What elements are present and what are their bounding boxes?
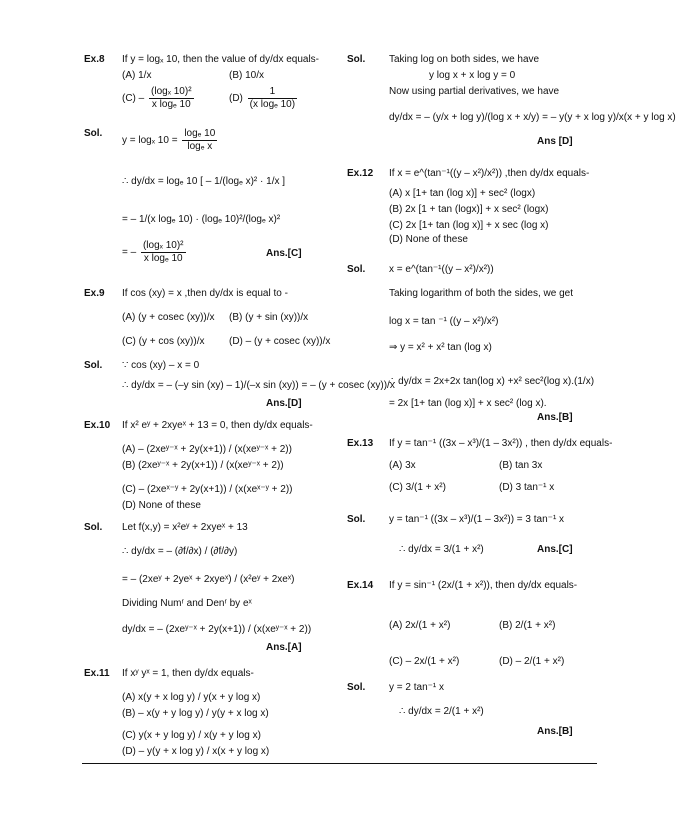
ex13-label: Ex.13	[347, 438, 374, 449]
ex8-sol-l4-fraction	[141, 240, 186, 265]
ex10-question: If x² eʸ + 2xyeˣ + 13 = 0, then dy/dx equals-	[122, 420, 313, 431]
ex10-option-a: (A) – (2xeʸ⁻ˣ + 2y(x+1)) / (x(xeʸ⁻ˣ + 2))	[122, 444, 292, 455]
ex10-sol-l1: Let f(x,y) = x²eʸ + 2xyeˣ + 13	[122, 522, 248, 533]
ex12-answer: Ans.[B]	[537, 412, 573, 423]
sol11-label: Sol.	[347, 54, 366, 65]
ex9-answer: Ans.[D]	[266, 398, 302, 409]
ex8-option-d-num: 1	[248, 86, 297, 99]
ex12-sol-l4: ⇒ y = x² + x² tan (log x)	[389, 342, 492, 353]
sol11-l1: Taking log on both sides, we have	[389, 54, 540, 65]
ex14-option-c: (C) – 2x/(1 + x²)	[389, 656, 460, 667]
ex14-sol-l1: y = 2 tan⁻¹ x	[389, 682, 445, 693]
ex11-option-b: (B) – x(y + y log y) / y(y + x log x)	[122, 708, 269, 719]
ex8-option-d-den: (x logₑ 10)	[249, 99, 296, 110]
ex11-option-a: (A) x(y + x log y) / y(x + y log x)	[122, 692, 261, 703]
ex10-option-b: (B) (2xeʸ⁻ˣ + 2y(x+1)) / (x(xeʸ⁻ˣ + 2))	[122, 460, 284, 471]
ex8-sol-l4-den: x logₑ 10	[143, 253, 183, 264]
ex9-label: Ex.9	[84, 288, 105, 299]
ex8-option-c-den: x logₑ 10	[151, 99, 191, 110]
ex8-sol-l1-fraction	[182, 128, 217, 153]
ex12-label: Ex.12	[347, 168, 374, 179]
ex10-sol-label: Sol.	[84, 522, 103, 533]
ex13-question: If y = tan⁻¹ ((3x – x³)/(1 – 3x²)) , then dy/dx equals-	[389, 438, 613, 449]
ex8-label: Ex.8	[84, 54, 105, 65]
ex13-answer: Ans.[C]	[537, 544, 573, 555]
ex12-option-c: (C) 2x [1+ tan (log x)] + x sec (log x)	[389, 220, 549, 231]
ex13-sol-l2: ∴ dy/dx = 3/(1 + x²)	[399, 544, 484, 555]
sol11-l4: dy/dx = – (y/x + log y)/(log x + x/y) = – y(y + x log y)/x(x + y log x)	[389, 112, 676, 123]
ex8-sol-l4-prefix: = –	[122, 247, 137, 259]
ex11-question: If xʸ yˣ = 1, then dy/dx equals-	[122, 668, 254, 679]
ex14-question: If y = sin⁻¹ (2x/(1 + x²)), then dy/dx equals-	[389, 580, 578, 591]
ex8-answer: Ans.[C]	[266, 248, 302, 259]
ex14-option-b: (B) 2/(1 + x²)	[499, 620, 556, 631]
ex8-option-c-fraction	[149, 86, 194, 111]
ex8-sol-l4-num: (logₓ 10)²	[142, 240, 184, 251]
ex14-option-d: (D) – 2/(1 + x²)	[499, 656, 565, 667]
ex8-question: If y = logₓ 10, then the value of dy/dx equals-	[122, 54, 320, 65]
ex14-label: Ex.14	[347, 580, 374, 591]
ex9-option-a: (A) (y + cosec (xy))/x	[122, 312, 215, 323]
ex8-option-d-prefix: (D)	[229, 93, 243, 105]
ex9-sol-label: Sol.	[84, 360, 103, 371]
ex12-question: If x = e^(tan⁻¹((y – x²)/x²)) ,then dy/dx equals-	[389, 168, 590, 179]
ex8-option-c-num: (logₓ 10)²	[151, 86, 192, 97]
ex10-option-d: (D) None of these	[122, 500, 201, 511]
ex8-sol-l1-num: logₑ 10	[184, 128, 216, 139]
ex11-option-c: (C) y(x + y log y) / x(y + y log x)	[122, 730, 261, 741]
sol11-answer: Ans [D]	[537, 136, 573, 147]
ex10-answer: Ans.[A]	[266, 642, 302, 653]
ex13-option-b: (B) tan 3x	[499, 460, 543, 471]
ex12-sol-label: Sol.	[347, 264, 366, 275]
ex8-option-b: (B) 10/x	[229, 70, 265, 81]
ex8-sol-l1-prefix: y = logₓ 10 =	[122, 135, 178, 147]
ex13-sol-label: Sol.	[347, 514, 366, 525]
ex12-sol-l1: x = e^(tan⁻¹((y – x²)/x²))	[389, 264, 494, 275]
ex11-label: Ex.11	[84, 668, 110, 679]
sol11-l3: Now using partial derivatives, we have	[389, 86, 560, 97]
ex12-option-a: (A) x [1+ tan (log x)] + sec² (logx)	[389, 188, 536, 199]
ex12-sol-l2: Taking logarithm of both the sides, we get	[389, 288, 573, 299]
ex10-sol-l4: Dividing Numʳ and Denʳ by eˣ	[122, 598, 252, 609]
ex8-sol-l3: = – 1/(x logₑ 10) · (logₑ 10)²/(logₑ x)²	[122, 214, 281, 225]
bottom-rule	[82, 763, 597, 764]
ex13-sol-l1: y = tan⁻¹ ((3x – x³)/(1 – 3x²)) = 3 tan⁻¹ x	[389, 514, 565, 525]
ex8-option-d-fraction	[248, 86, 297, 111]
ex10-sol-l3: = – (2xeʸ + 2yeˣ + 2xyeˣ) / (x²eʸ + 2xeˣ)	[122, 574, 295, 585]
ex14-answer: Ans.[B]	[537, 726, 573, 737]
ex9-sol-l2: ∴ dy/dx = – (–y sin (xy) – 1)/(–x sin (xy)) = – (y + cosec (xy))/x	[122, 380, 395, 391]
ex14-sol-label: Sol.	[347, 682, 366, 693]
ex9-option-c: (C) (y + cos (xy))/x	[122, 336, 205, 347]
ex9-question: If cos (xy) = x ,then dy/dx is equal to -	[122, 288, 288, 299]
ex8-option-c-prefix: (C) –	[122, 93, 145, 105]
ex8-sol-label: Sol.	[84, 128, 103, 139]
ex13-option-c: (C) 3/(1 + x²)	[389, 482, 446, 493]
ex11-option-d: (D) – y(y + x log y) / x(x + y log x)	[122, 746, 270, 757]
ex10-sol-l2: ∴ dy/dx = – (∂f/∂x) / (∂f/∂y)	[122, 546, 238, 557]
ex14-sol-l2: ∴ dy/dx = 2/(1 + x²)	[399, 706, 484, 717]
ex12-sol-l3: log x = tan ⁻¹ ((y – x²)/x²)	[389, 316, 499, 327]
ex10-label: Ex.10	[84, 420, 111, 431]
ex12-option-b: (B) 2x [1 + tan (logx)] + x sec² (logx)	[389, 204, 549, 215]
ex8-sol-l2: ∴ dy/dx = logₑ 10 [ – 1/(logₑ x)² · 1/x ]	[122, 176, 286, 187]
ex9-option-d: (D) – (y + cosec (xy))/x	[229, 336, 331, 347]
ex10-option-c: (C) – (2xeˣ⁻ʸ + 2y(x+1)) / (x(xeˣ⁻ʸ + 2))	[122, 484, 293, 495]
ex13-option-a: (A) 3x	[389, 460, 416, 471]
ex14-option-a: (A) 2x/(1 + x²)	[389, 620, 451, 631]
ex9-option-b: (B) (y + sin (xy))/x	[229, 312, 309, 323]
ex10-sol-l5: dy/dx = – (2xeʸ⁻ˣ + 2y(x+1)) / (x(xeʸ⁻ˣ + 2))	[122, 624, 312, 635]
ex13-option-d: (D) 3 tan⁻¹ x	[499, 482, 555, 493]
ex12-option-d: (D) None of these	[389, 234, 468, 245]
ex8-option-a: (A) 1/x	[122, 70, 152, 81]
sol11-l2: y log x + x log y = 0	[429, 70, 516, 81]
ex12-sol-l6: = 2x [1+ tan (log x)] + x sec² (log x).	[389, 398, 547, 409]
ex12-sol-l5: ∴ dy/dx = 2x+2x tan(log x) +x² sec²(log x).(1/x)	[389, 376, 595, 387]
ex9-sol-l1: ∵ cos (xy) – x = 0	[122, 360, 200, 371]
ex8-sol-l1-den: logₑ x	[187, 141, 213, 152]
